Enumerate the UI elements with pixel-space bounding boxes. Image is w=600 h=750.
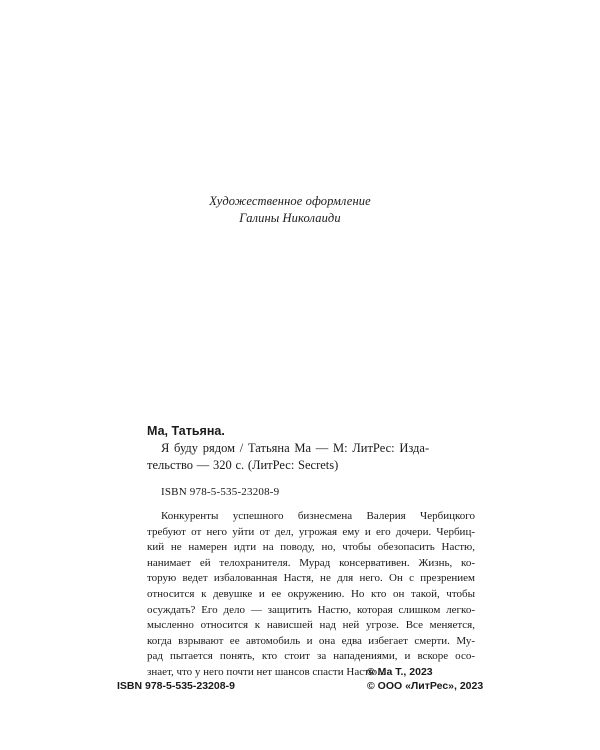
annotation-line: требуют от него уйти от дел, угрожая ему и его дочери. Чербиц-: [147, 525, 475, 538]
bibliographic-record: [147, 423, 475, 681]
credits-line-1: Художественное оформление: [209, 194, 371, 208]
annotation-line: когда взрывают ее автомобиль и она едва избегает смерти. Му-: [147, 634, 475, 647]
annotation-line: осуждать? Его дело — защитить Настю, которая слишком легко-: [147, 603, 475, 616]
annotation-line: относится к девушке и ее окружению. Но кто он такой, чтобы: [147, 587, 475, 600]
copyright-author: © Ма Т., 2023: [367, 666, 433, 678]
bib-entry: [147, 440, 475, 474]
annotation-line: кий не намерен идти на поводу, но, чтобы обезопасить Настю,: [147, 541, 475, 554]
annotation-line: нанимает ей телохранителя. Мурад консервативен. Жизнь, ко-: [147, 556, 475, 569]
annotation-line: рад пытается понять, кто стоит за нападениями, и вскоре осо-: [147, 650, 475, 663]
annotation-line: торую ведет избалованная Настя, не для него. Он с презрением: [147, 572, 475, 585]
copyright-block: [367, 665, 483, 693]
design-credits: [0, 193, 580, 227]
bib-isbn: ISBN 978-5-535-23208-9: [161, 486, 280, 498]
annotation-line: мысленно относится к нависшей над ней угрозе. Все меняется,: [147, 619, 475, 632]
annotation: [147, 509, 475, 681]
bib-entry-line-2: тельство — 320 с. (ЛитРес: Secrets): [147, 458, 339, 472]
credits-line-2: Галины Николаиди: [239, 211, 341, 225]
footer-isbn: ISBN 978-5-535-23208-9: [117, 680, 235, 692]
annotation-line: знает, что у него почти нет шансов спасти Настю...: [147, 665, 386, 678]
copyright-publisher: © ООО «ЛитРес», 2023: [367, 680, 484, 692]
bib-entry-line-1: Я буду рядом / Татьяна Ма — М: ЛитРес: Изда-: [161, 441, 430, 455]
annotation-line: Конкуренты успешного бизнесмена Валерия Чербицкого: [161, 510, 475, 522]
bib-author: Ма, Татьяна.: [147, 424, 225, 438]
